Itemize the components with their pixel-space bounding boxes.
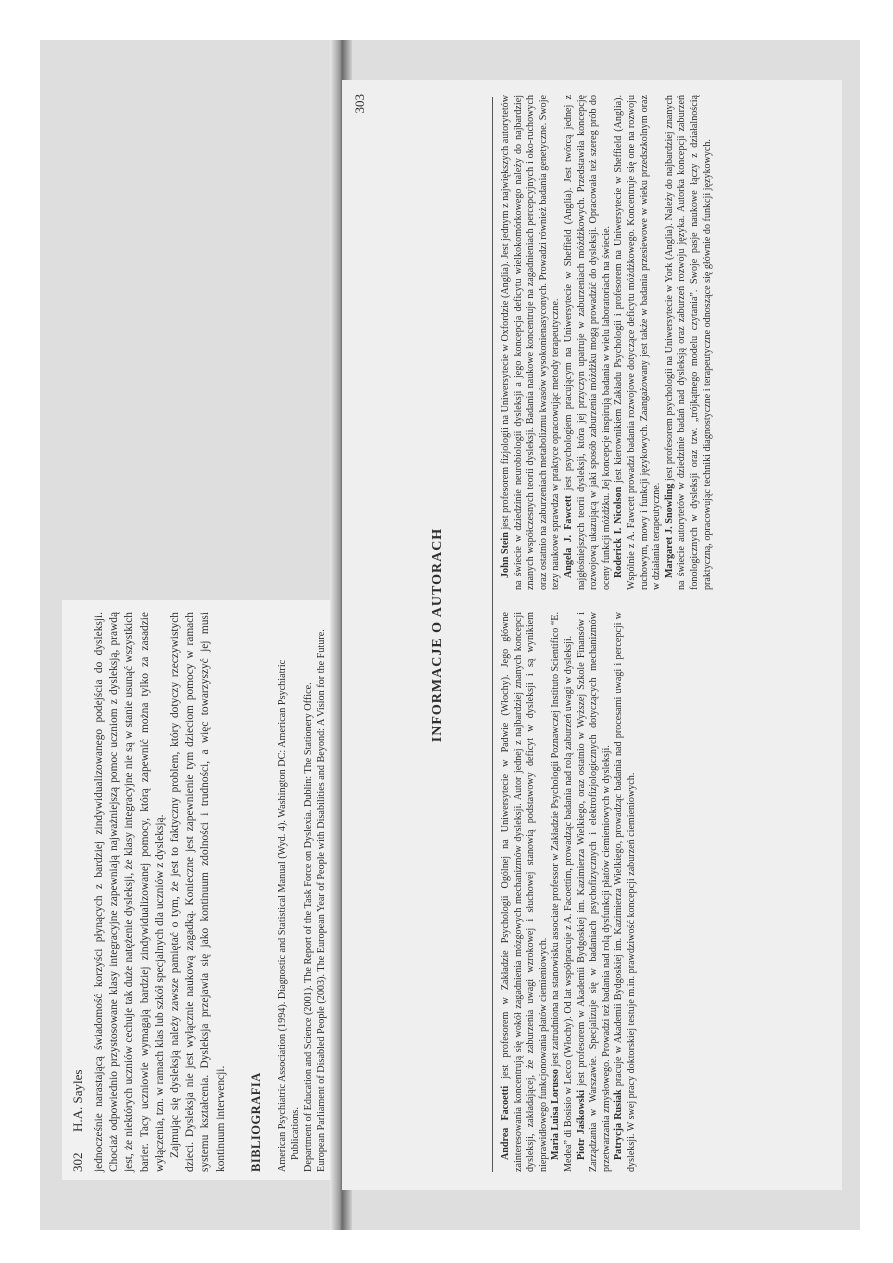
right-page-number: 303 xyxy=(352,94,367,114)
author-bio xyxy=(664,95,714,590)
left-page xyxy=(62,600,372,1180)
left-page-number: 302 xyxy=(70,1152,85,1172)
title-rule xyxy=(492,97,493,1172)
author-bios xyxy=(500,95,714,590)
author-bio-text: jest zatrudniona na stanowisku associate professor w Zakładzie Psychologii Poznawczej Instituto Scientifico “E. Medea” di Bosisio w Lecco (Włochy). Od lat współpracuje z A. Facoettim, prowadząc badania nad rolą zaburzeń uwagi w dysleksji. xyxy=(550,612,574,1172)
scanned-spread xyxy=(40,40,860,1230)
author-name: Patrycja Rusiak xyxy=(613,1089,625,1160)
author-bio xyxy=(613,95,663,590)
body-paragraph: Zajmując się dysleksją należy zawsze pamiętać o tym, że jest to faktyczny problem, który dotyczy rzeczywistych dzieci. Dysleksja nie jest wyłącznie naukową zagadką. Konieczne jest zapewnienie tym dzieciom pomocy w ramach systemu kształcenia. Dysleksja przejawia się jako kontinuum zdolności i trudności, a więc towarzyszyć jej musi kontinuum interwencji. xyxy=(169,612,227,1172)
author-name: Piotr Jaśkowski xyxy=(575,1089,587,1160)
author-name: Maria Luisa Lorusso xyxy=(550,1069,562,1160)
reference-item: European Parliament of Disabled People (2003). The European Year of People with Disabilities and Beyond: A Vision for the Future. xyxy=(315,629,327,1172)
author-bio xyxy=(563,95,613,590)
right-page xyxy=(342,80,842,1190)
author-bio xyxy=(500,95,563,590)
reference-item: Department of Education and Science (2001). The Report of the Task Force on Dyslexia. Dublin: The Stationery Office. xyxy=(302,682,314,1172)
author-name: Andrea Facoetti xyxy=(500,1085,511,1160)
author-name: John Stein xyxy=(500,532,511,578)
bibliography-heading: BIBLIOGRAFIA xyxy=(248,1072,263,1172)
author-name: Angela J. Fawcett xyxy=(562,495,574,578)
running-head: H.A. Sayles xyxy=(70,1069,85,1132)
author-bio-text: pracuje w Akademii Bydgoskiej im. Kazimierza Wielkiego, prowadząc badania nad procesami uwagi i percepcji w dysleksji. W swej pracy doktorskiej testuje m.in. prawdziwość koncepcji zaburzeń ciemieniowych. xyxy=(613,612,637,1172)
author-name: Roderick I. Nicolson xyxy=(613,486,625,578)
author-bio-text: jest profesorem w Zakładzie Psychologii Ogólnej na Uniwersytecie w Padwie (Włochy). Jego główne zainteresowania koncentrują się wokół zagadnienia mózgowych mechanizmów dysleksji. Autor jednej z najbardziej znanych koncepcji dysleksji, zakładającej, że zaburzenia uwagi wzrokowej i słuchowej stanowią podstawowy deficyt w dysleksji i są wynikiem nieprawidłowego funkcjonowania płatów ciemieniowych. xyxy=(500,612,549,1172)
author-bio-text: jest kierownikiem Zakładu Psychologii i profesorem na Uniwersytecie w Sheffield (Anglia). Wspólnie z A. Fawcett prowadzi badania rozwojowe dotyczące deficytu móżdżkowego. Koncentruje się one na rozwoju ruchowym, mowy i funkcji językowych. Zaangażowany jest także w badania przesiewowe w wieku przedszkolnym oraz w działania terapeutyczne. xyxy=(613,95,663,590)
author-bio xyxy=(550,612,575,1172)
author-name: Margaret J. Snowling xyxy=(663,483,675,578)
body-paragraph: jednocześnie narastającą świadomość korzyści płynących z bardziej zindywidualizowanego podejścia do dysleksji. Chociaż odpowiednio przystosowane klasy integracyjne zapewniają najważniejszą pomoc uczniom z dysleksją, prawdą jest, że niektórych uczniów cechuje tak duże natężenie dysleksji, że klasy integracyjne nie są w stanie usunąć wszystkich barier. Tacy uczniowie wymagają bardziej zindywidualizowanej pomocy, którą zapewnić można tylko za zasadzie wyłączenia, tzn. w ramach klas lub szkół specjalnych dla uczniów z dysleksją. xyxy=(93,612,166,1172)
author-bio xyxy=(613,612,638,1172)
author-bios-continued xyxy=(500,612,639,1172)
author-bio-text: jest psychologiem pracującym na Uniwersytecie w Sheffield (Anglia). Jest twórcą jednej z najgłośniejszych teorii dysleksji, która jej przyczyn upatruje w zaburzeniach móżdżkowych. Przedstawiła koncepcję rozwojową ukazującą w jaki sposób zaburzenia móżdżku mogą prowadzić do dysleksji. Opracowała też szereg prób do oceny funkcji móżdżku. Jej koncepcje inspirują badania w wielu laboratoriach na świecie. xyxy=(562,95,612,590)
author-bio xyxy=(576,612,614,1172)
reference-item: American Psychiatric Association (1994). Diagnostic and Statistical Manual (Wyd. 4). Washington DC: American Psychiatric Publications. xyxy=(276,659,301,1172)
author-bio-text: jest profesorem w Akademii Bydgoskiej im. Kazimierza Wielkiego, oraz ostatnio w Wyższej Szkole Finansów i Zarządzania w Warszawie. Specjalizuje się w badaniach psychofizycznych i elektrofizjologicznych dotyczących mechanizmów przetwarzania zmysłowego. Prowadzi też badania nad rolą dysfunkcji płatów ciemieniowych w dysleksji. xyxy=(575,612,612,1172)
author-bio-text: jest profesorem psychologii na Uniwersytecie w York (Anglia). Należy do najbardziej znanych na świecie autorytetów w dziedzinie badań nad dysleksją oraz zaburzeń rozwoju języka. Autorka koncepcji zaburzeń fonologicznych w dysleksji oraz tzw. „trójkątnego modelu czytania”. Swoje pasje naukowe łączy z działalnością praktyczną, opracowując techniki diagnostyczne i terapeutyczne odnoszące się głównie do funkcji językowych. xyxy=(663,95,713,590)
authors-title: INFORMACJE O AUTORACH xyxy=(430,527,445,743)
author-bio xyxy=(500,612,550,1172)
author-bio-text: jest profesorem fizjologii na Uniwersytecie w Oxfordzie (Anglia). Jest jednym z największych autorytetów na świecie w dziedzinie neurobiologii dysleksji a jego koncepcja deficytu wielkokomórkowego należy do najbardziej znanych współczesnych teorii dysleksji. Badania naukowe koncentruje na zagadnieniach percepcyjnych i oko-ruchowych oraz ostatnio na zaburzeniach metabolizmu kwasów wysokonienasyconych. Prowadzi również badania genetyczne. Swoje tezy naukowe sprawdza w praktyce opracowując metody terapeutyczne. xyxy=(500,95,562,590)
